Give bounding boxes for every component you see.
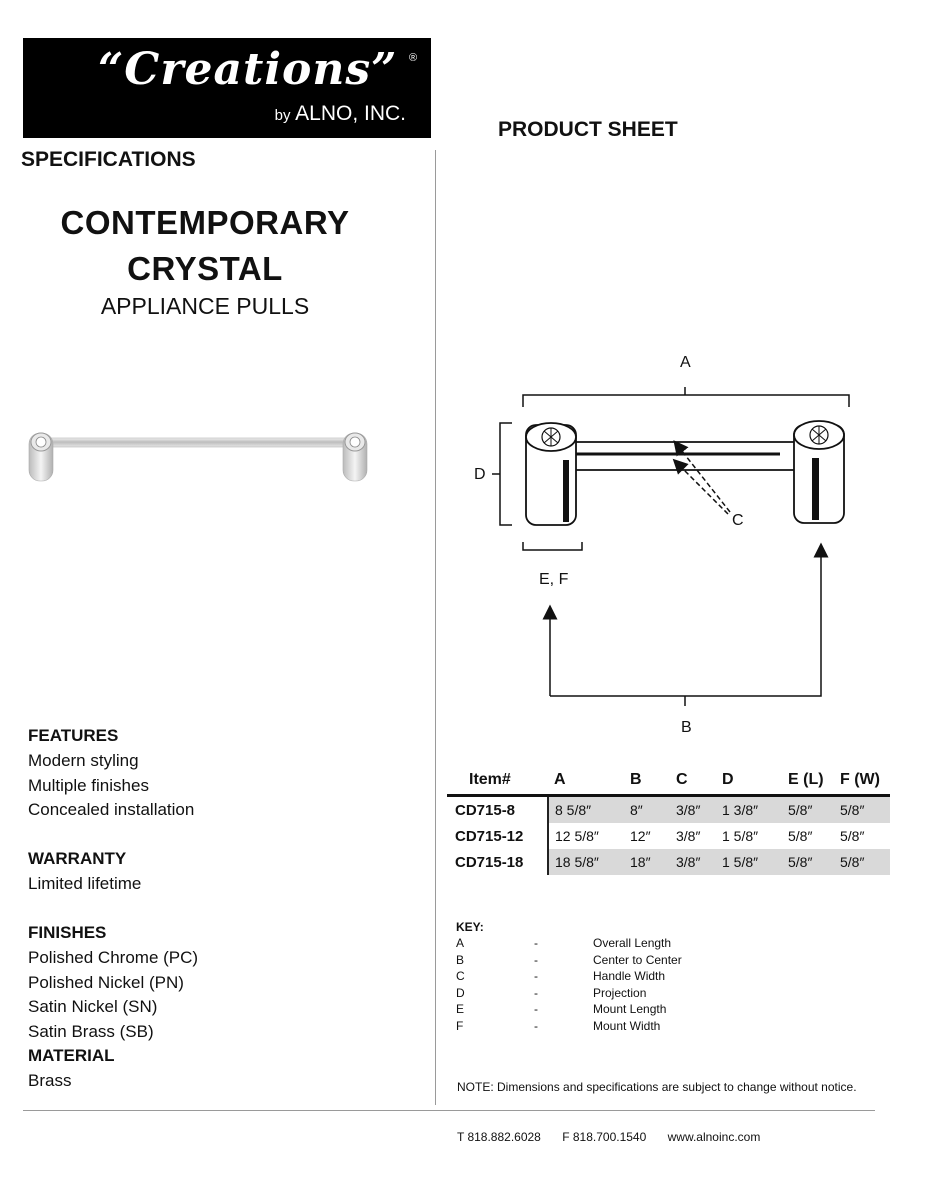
warranty-list: [28, 872, 141, 897]
footer-fax: F 818.700.1540: [562, 1130, 647, 1144]
col-header-a: A: [554, 771, 566, 788]
cell-a: 18 5/8″: [548, 849, 624, 875]
product-subtitle: APPLIANCE PULLS: [100, 293, 310, 319]
specifications-heading: SPECIFICATIONS: [21, 148, 196, 171]
col-header-b: B: [630, 771, 642, 788]
logo-wordmark: “Creations”: [98, 44, 398, 95]
key-dash: -: [534, 985, 538, 1000]
key-dash: -: [534, 936, 538, 951]
dimension-label-c: C: [732, 512, 744, 529]
dimension-ef-bracket: [523, 542, 582, 550]
feature-item: Multiple finishes: [28, 775, 149, 795]
cell-e: 5/8″: [788, 828, 813, 844]
cell-e: 5/8″: [782, 796, 834, 824]
item-number: CD715-8: [447, 796, 548, 824]
warranty-heading: WARRANTY: [28, 849, 127, 868]
product-sheet-heading: PRODUCT SHEET: [498, 118, 678, 141]
table-row: [447, 796, 890, 824]
key-row: [456, 1018, 682, 1035]
cell-f: 5/8″: [834, 849, 890, 875]
feature-item: Concealed installation: [28, 800, 195, 819]
cell-a: 12 5/8″: [555, 828, 599, 844]
cell-d: 1 3/8″: [716, 796, 782, 824]
cell-b: 18″: [624, 849, 670, 875]
logo-company: [275, 102, 406, 126]
key-dash: -: [534, 969, 538, 984]
material-item: Brass: [28, 1071, 72, 1090]
brand-logo: [23, 38, 431, 138]
finish-item: Polished Chrome (PC): [28, 948, 199, 967]
finishes-heading: FINISHES: [28, 923, 107, 942]
finish-item: Satin Brass (SB): [28, 1021, 154, 1041]
product-photo: [20, 420, 380, 490]
key-desc: Center to Center: [593, 952, 682, 967]
product-title-line1: CONTEMPORARY: [60, 204, 350, 241]
col-header-d: D: [722, 771, 734, 788]
footer-divider: [23, 1110, 875, 1111]
cell-e: 5/8″: [782, 849, 834, 875]
cell-c: 3/8″: [670, 796, 716, 824]
key-table: [456, 935, 682, 1034]
key-desc: Mount Length: [593, 1002, 667, 1017]
item-number: CD715-12: [447, 823, 548, 849]
dimension-a-bracket: [523, 395, 849, 407]
vertical-divider: [435, 150, 436, 1105]
key-letter: D: [456, 985, 465, 1000]
key-dash: -: [534, 1002, 538, 1017]
table-row: [447, 849, 890, 875]
key-dash: -: [534, 1018, 538, 1033]
dimension-diagram: [460, 350, 890, 750]
dimension-d-bracket: [500, 423, 512, 525]
item-number: CD715-18: [447, 849, 548, 875]
key-title: KEY:: [456, 920, 484, 934]
cell-d: 1 5/8″: [716, 849, 782, 875]
key-row: [456, 968, 682, 985]
cell-d: 1 5/8″: [722, 828, 759, 844]
col-header-c: C: [676, 771, 688, 788]
dimension-label-a: A: [680, 354, 691, 371]
cell-b: 8″: [624, 796, 670, 824]
key-row: [456, 935, 682, 952]
spec-table-header-row: [447, 770, 890, 796]
feature-item: Modern styling: [28, 751, 139, 770]
logo-by: by: [274, 107, 291, 124]
cell-c: 3/8″: [670, 849, 716, 875]
col-header-item: Item#: [469, 771, 511, 788]
dimension-label-d: D: [474, 466, 486, 483]
key-dash: -: [534, 952, 538, 967]
material-list: [28, 1069, 71, 1094]
col-header-f: F (W): [840, 771, 880, 788]
handle-bar: [568, 442, 798, 470]
product-title-line2: CRYSTAL: [127, 250, 283, 287]
features-heading: FEATURES: [28, 726, 119, 745]
dimension-label-b: B: [681, 719, 692, 736]
logo-company-name: ALNO, INC.: [295, 102, 406, 125]
finish-item: Satin Nickel (SN): [28, 997, 158, 1016]
cell-b: 12″: [630, 828, 651, 844]
cell-a: 8 5/8″: [548, 796, 624, 824]
key-letter: E: [456, 1002, 465, 1017]
features-list: [28, 749, 194, 823]
material-heading: MATERIAL: [28, 1046, 115, 1065]
key-row: [456, 985, 682, 1002]
key-desc: Mount Width: [593, 1018, 661, 1033]
spec-table: [447, 770, 890, 875]
footer-contact: [457, 1130, 778, 1144]
key-row: [456, 1001, 682, 1018]
disclaimer-note: NOTE: Dimensions and specifications are subject to change without notice.: [457, 1080, 857, 1094]
key-desc: Projection: [593, 985, 647, 1000]
table-row: [447, 823, 890, 849]
key-letter: F: [456, 1018, 464, 1033]
key-row: [456, 952, 682, 969]
key-desc: Overall Length: [593, 936, 672, 951]
key-letter: A: [456, 936, 465, 951]
key-letter: B: [456, 952, 465, 967]
finishes-list: [28, 946, 198, 1044]
footer-phone: T 818.882.6028: [457, 1130, 541, 1144]
warranty-item: Limited lifetime: [28, 874, 142, 893]
key-desc: Handle Width: [593, 969, 666, 984]
dimension-label-ef: E, F: [539, 571, 569, 588]
finish-item: Polished Nickel (PN): [28, 972, 184, 992]
cell-c: 3/8″: [676, 828, 701, 844]
footer-website-link[interactable]: www.alnoinc.com: [667, 1130, 761, 1144]
col-header-e: E (L): [788, 771, 824, 788]
key-letter: C: [456, 969, 465, 984]
cell-f: 5/8″: [840, 828, 865, 844]
logo-registered-mark: ®: [409, 52, 418, 64]
cell-f: 5/8″: [834, 796, 890, 824]
